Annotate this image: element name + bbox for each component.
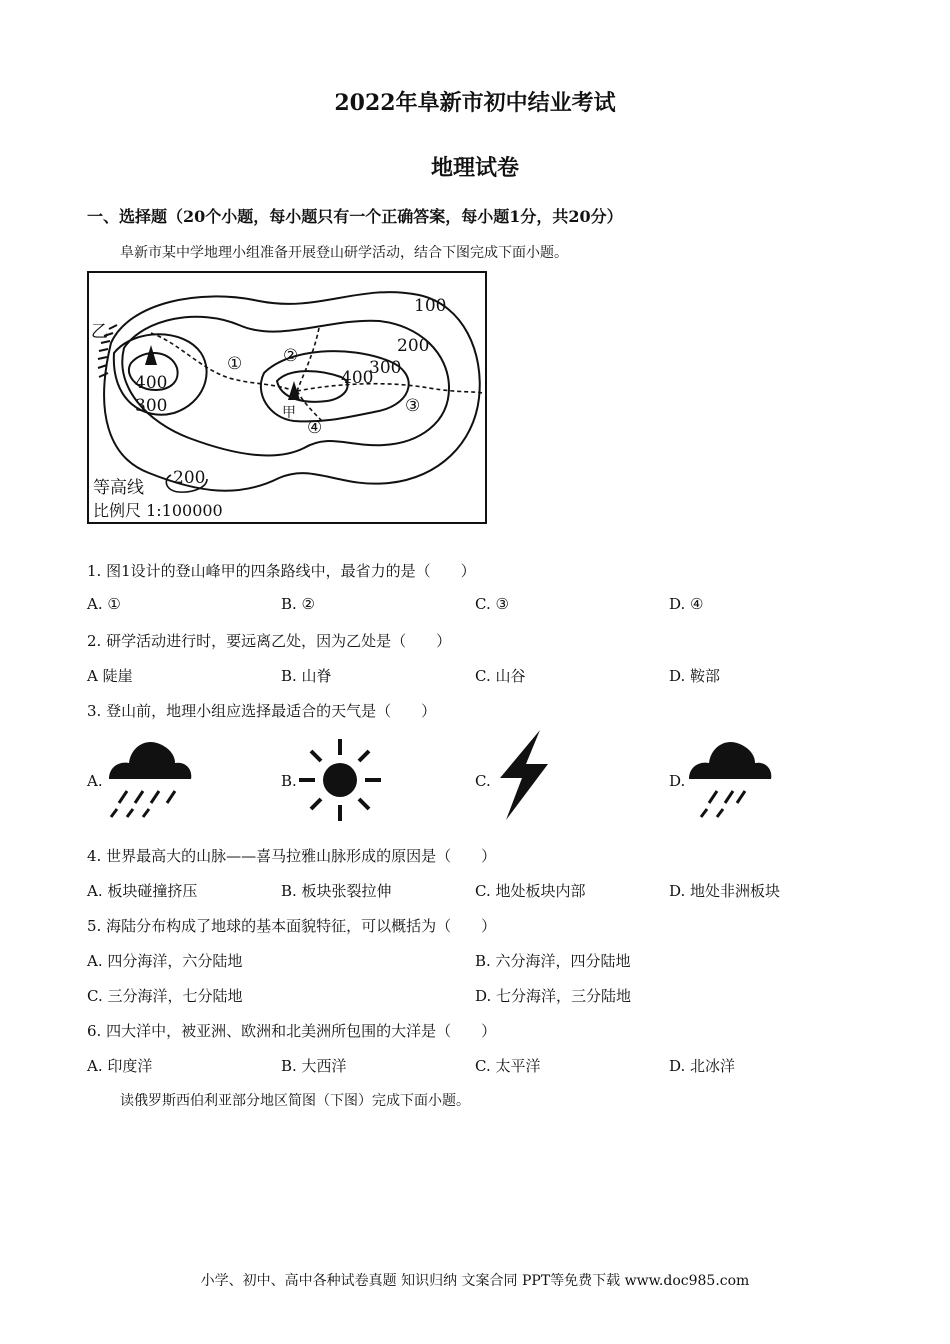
q1-option-d: D. ④ — [669, 595, 704, 613]
sunny-icon — [295, 735, 385, 825]
lightning-icon — [490, 730, 580, 820]
q3-option-c: C. — [475, 772, 491, 790]
q5-option-d: D. 七分海洋，三分陆地 — [475, 987, 632, 1005]
q6-option-c: C. 太平洋 — [475, 1057, 541, 1075]
section-intro: 阜新市某中学地理小组准备开展登山研学活动，结合下图完成下面小题。 — [120, 245, 568, 261]
section2-intro: 读俄罗斯西伯利亚部分地区简图（下图）完成下面小题。 — [120, 1093, 470, 1109]
q4-option-a: A. 板块碰撞挤压 — [87, 882, 198, 900]
label-route-1: ① — [227, 354, 243, 374]
question-5: 5. 海陆分布构成了地球的基本面貌特征，可以概括为（ ） — [87, 917, 497, 935]
label-contour-300-left: 300 — [135, 396, 168, 416]
q6-option-d: D. 北冰洋 — [669, 1057, 736, 1075]
label-contour-400-right: 400 — [341, 368, 374, 388]
question-4: 4. 世界最高大的山脉——喜马拉雅山脉形成的原因是（ ） — [87, 847, 497, 865]
page-footer: 小学、初中、高中各种试卷真题 知识归纳 文案合同 PPT等免费下载 www.doc985.com — [200, 1273, 750, 1289]
q2-option-c: C. 山谷 — [475, 667, 526, 685]
label-contour-400-left: 400 — [135, 373, 168, 393]
exam-subtitle: 地理试卷 — [430, 155, 519, 181]
label-yi: 乙 — [91, 322, 108, 342]
question-3: 3. 登山前，地理小组应选择最适合的天气是（ ） — [87, 702, 437, 720]
heavy-rain-icon — [105, 735, 195, 825]
q4-option-b: B. 板块张裂拉伸 — [281, 882, 392, 900]
question-6: 6. 四大洋中，被亚洲、欧洲和北美洲所包围的大洋是（ ） — [87, 1022, 497, 1040]
contour-map-figure — [89, 273, 485, 522]
q4-option-c: C. 地处板块内部 — [475, 882, 586, 900]
q2-option-a: A 陡崖 — [87, 667, 133, 685]
legend-value: 200 — [173, 468, 206, 488]
q2-option-b: B. 山脊 — [281, 667, 332, 685]
question-1: 1. 图1设计的登山峰甲的四条路线中，最省力的是（ ） — [87, 562, 476, 580]
q1-option-b: B. ② — [281, 595, 316, 613]
label-route-2: ② — [283, 346, 299, 366]
q6-option-a: A. 印度洋 — [87, 1057, 153, 1075]
label-route-4: ④ — [307, 418, 323, 438]
label-route-3: ③ — [405, 396, 421, 416]
q3-option-b: B. — [281, 772, 297, 790]
q1-option-a: A. ① — [87, 595, 121, 613]
q5-option-c: C. 三分海洋，七分陆地 — [87, 987, 243, 1005]
label-contour-300-right: 300 — [369, 358, 402, 378]
label-contour-200: 200 — [397, 336, 430, 356]
label-jia: 甲 — [282, 405, 296, 421]
peak-marker-left — [145, 345, 157, 365]
q6-option-b: B. 大西洋 — [281, 1057, 347, 1075]
q2-option-d: D. 鞍部 — [669, 667, 721, 685]
exam-title: 2022年阜新市初中结业考试 — [334, 90, 616, 116]
q5-option-a: A. 四分海洋，六分陆地 — [87, 952, 243, 970]
legend-label: 等高线 — [93, 478, 144, 498]
light-rain-icon — [685, 735, 775, 825]
label-contour-100: 100 — [414, 296, 447, 316]
q4-option-d: D. 地处非洲板块 — [669, 882, 781, 900]
q1-option-c: C. ③ — [475, 595, 509, 613]
section-heading: 一、选择题（20个小题，每小题只有一个正确答案，每小题1分，共20分） — [87, 207, 623, 226]
q3-option-a: A. — [87, 772, 103, 790]
q3-option-d: D. — [669, 772, 686, 790]
map-scale: 比例尺 1:100000 — [93, 501, 223, 520]
contour-map — [87, 271, 487, 524]
question-2: 2. 研学活动进行时，要远离乙处，因为乙处是（ ） — [87, 632, 452, 650]
q5-option-b: B. 六分海洋，四分陆地 — [475, 952, 631, 970]
